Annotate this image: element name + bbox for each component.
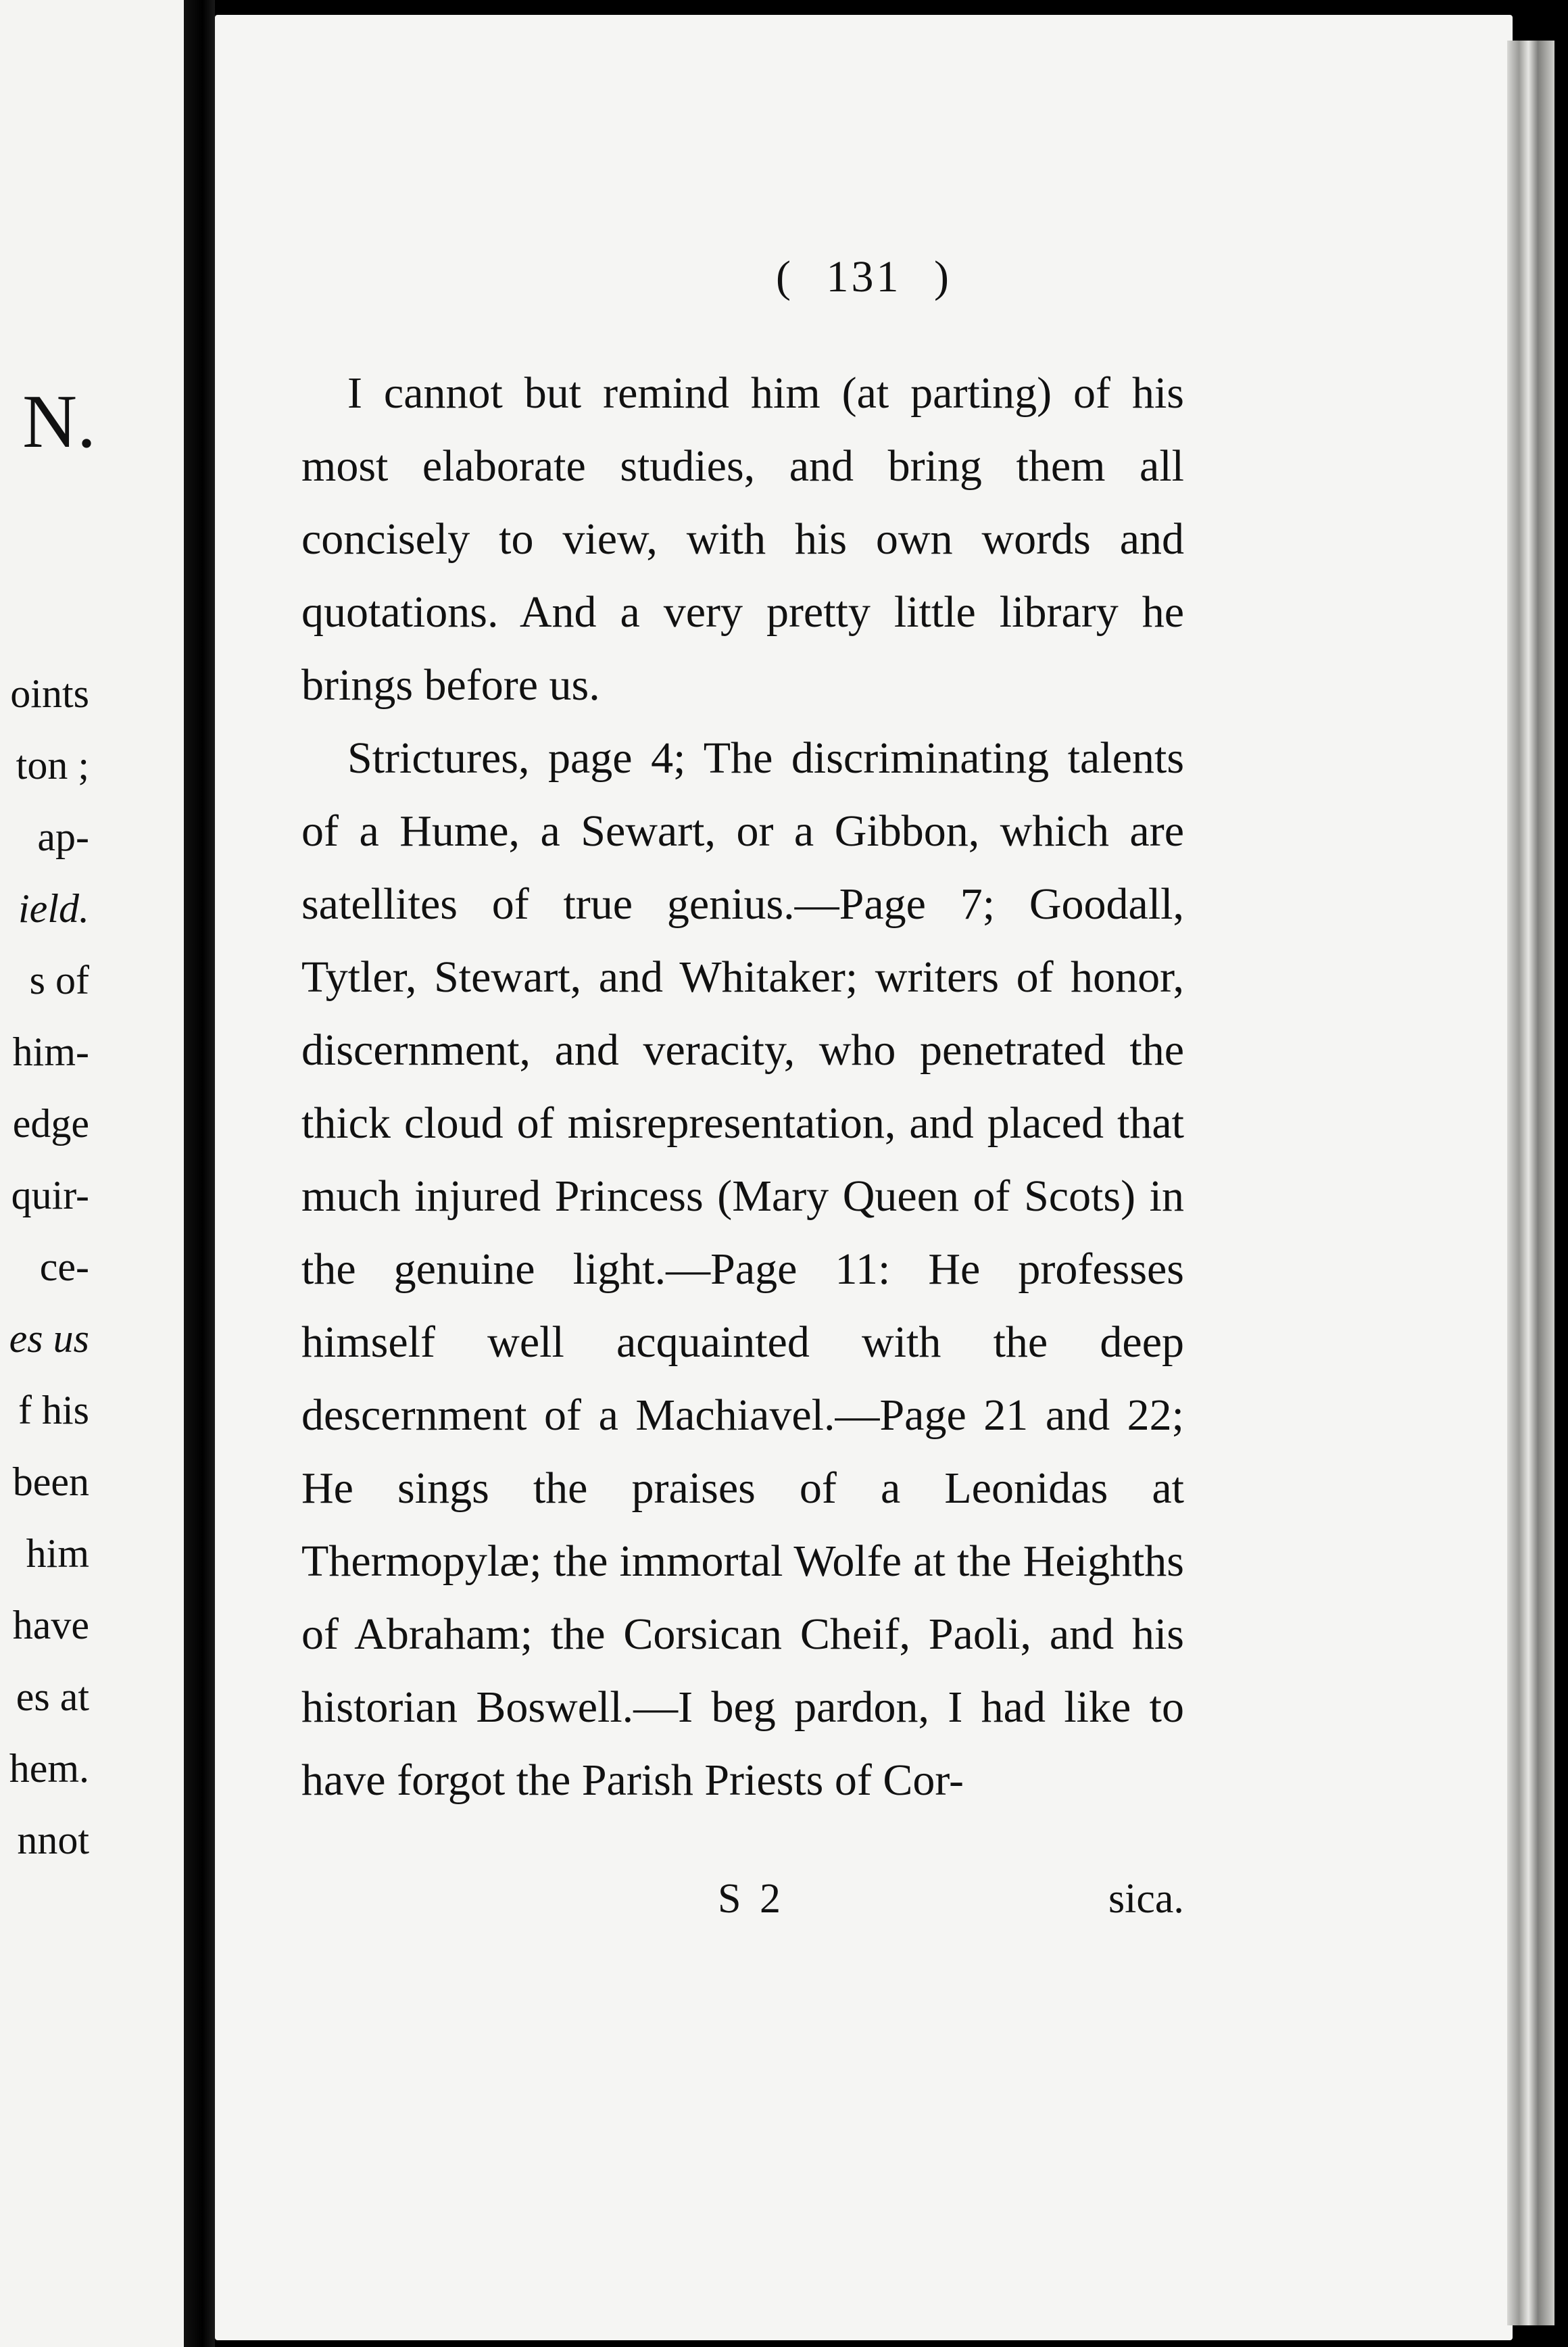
left-page-fragment: es us [9, 1316, 89, 1361]
left-page-fragment: nnot [17, 1818, 89, 1862]
left-page-fragment: edge [12, 1101, 89, 1146]
left-page-fragment: s of [29, 958, 89, 1002]
signature-mark: S 2 [718, 1876, 785, 1922]
left-page-fragment: es at [16, 1674, 89, 1719]
left-facing-page [0, 0, 184, 2347]
header-open-paren: ( [776, 252, 793, 301]
left-page-fragment: hem. [9, 1746, 89, 1791]
catchword: sica. [1108, 1876, 1184, 1922]
header-close-paren: ) [934, 252, 952, 301]
page-edges [1507, 41, 1554, 2325]
left-page-fragment: ton ; [16, 743, 89, 788]
book-gutter [184, 0, 215, 2347]
paragraph: Strictures, page 4; The discriminating talents of a Hume, a Sewart, or a Gibbon, which are satellites of true genius.—Page 7; Goodall, Tytler, Stewart, and Whitaker; writers of honor, discernment, and veracity, who penetrated the thick cloud of misrepresentation, and placed that much injured Princess (Mary Queen of Scots) in the genuine light.—Page 11: He professes himself well acquainted with the deep descernment of a Machiavel.—Page 21 and 22; He sings the praises of a Leonidas at Thermopylæ; the immortal Wolfe at the Heighths of Abraham; the Corsican Cheif, Paoli, and his historian Boswell.—I beg pardon, I had like to have forgot the Parish Priests of Cor- [301, 733, 1184, 1805]
left-page-fragment: N. [22, 380, 96, 464]
left-page-fragment: quir- [11, 1173, 89, 1217]
left-page-fragment: ap- [37, 815, 89, 859]
left-page-fragment: ce- [39, 1244, 89, 1289]
left-page-fragment: have [12, 1603, 89, 1647]
page-number: 131 [826, 252, 902, 301]
page-header [215, 251, 1513, 303]
left-page-fragment: f his [18, 1388, 89, 1432]
left-page-fragment: ield. [18, 886, 89, 931]
page-body [301, 357, 1184, 1817]
left-page-fragment: him- [12, 1030, 89, 1074]
left-page-fragment: him [26, 1531, 89, 1576]
left-page-fragment: been [12, 1459, 89, 1504]
left-page-fragment: oints [10, 671, 89, 716]
paragraph: I cannot but remind him (at parting) of his most elaborate studies, and bring them all concisely to view, with his own words and quotations. And a very pretty little library he brings before us. [301, 368, 1184, 710]
